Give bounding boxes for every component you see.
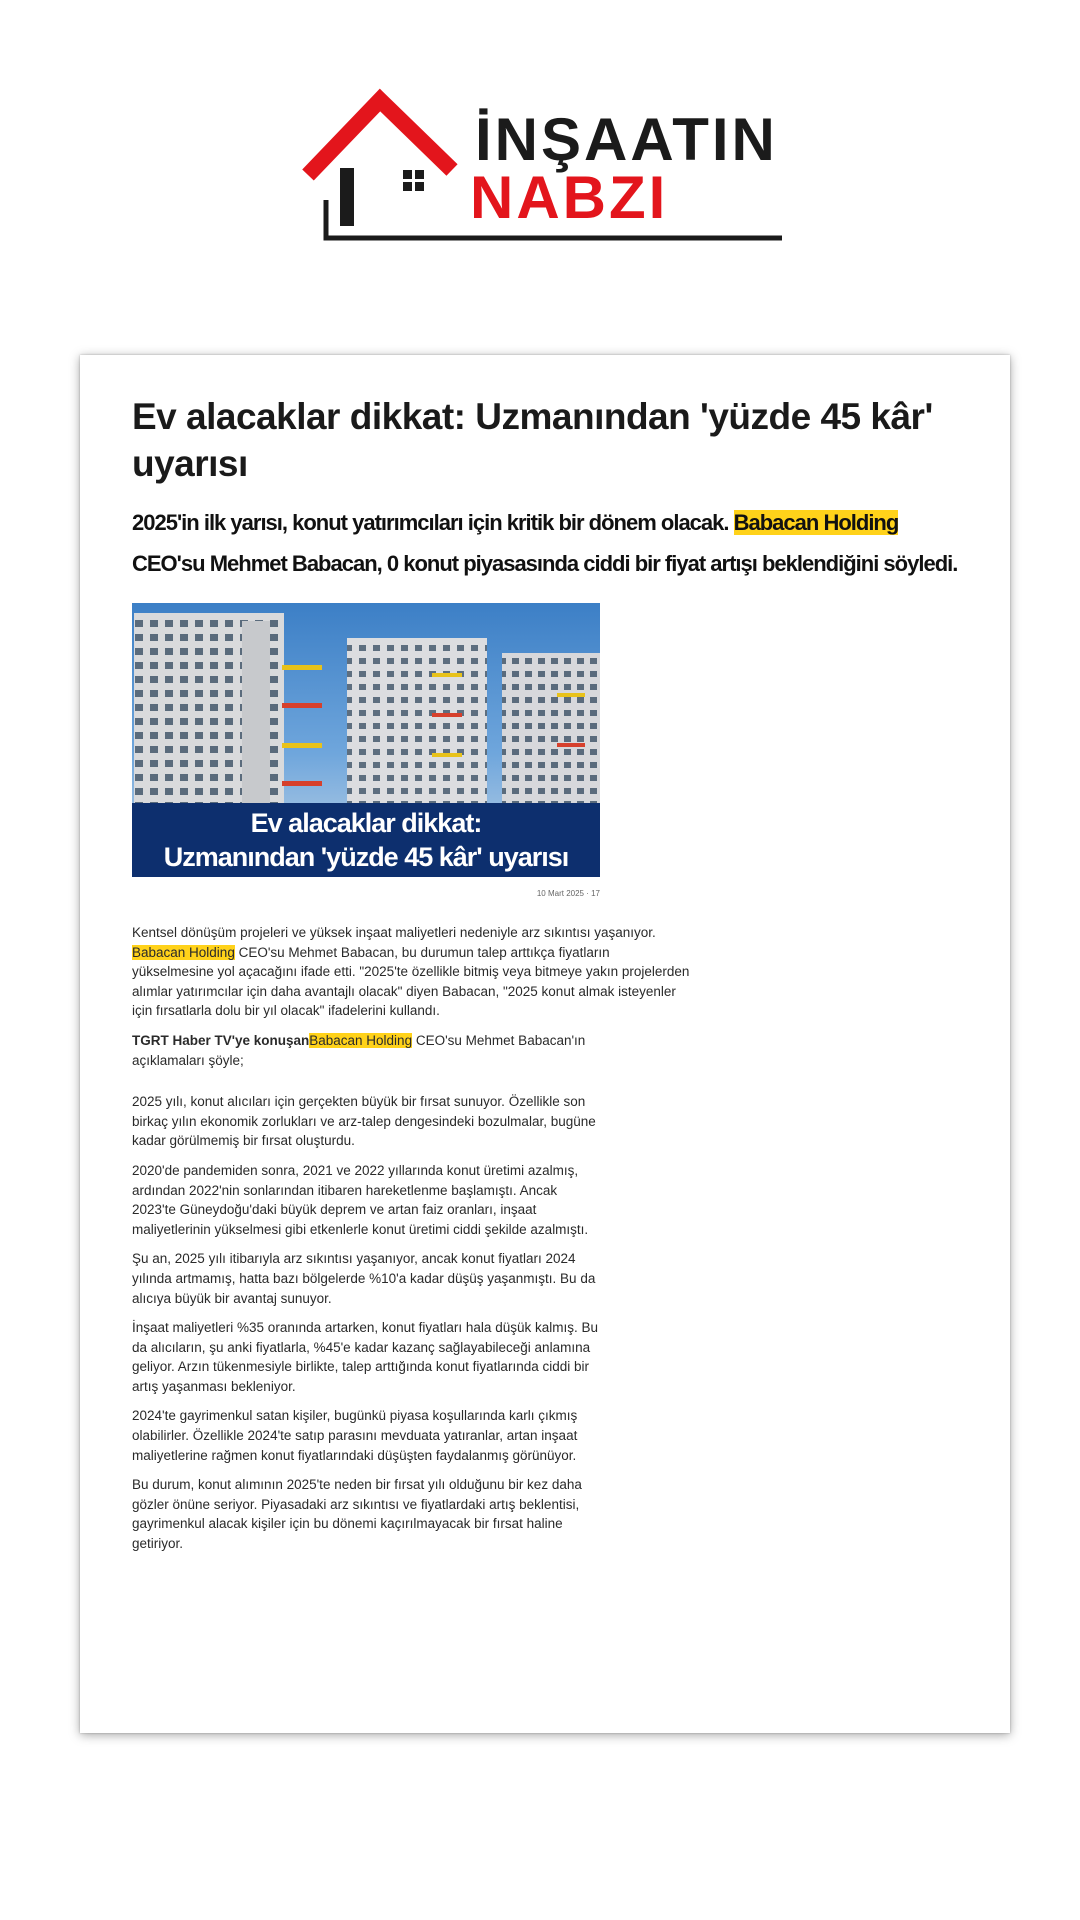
hero-image [132,603,600,877]
hero-caption [132,803,600,877]
logo-text-line2: NABZI [470,164,669,231]
lead-text-end: CEO'su Mehmet Babacan, 0 konut piyasasında ciddi bir fiyat artışı beklendiğini söyledi. [132,551,958,576]
lead-text-start: 2025'in ilk yarısı, konut yatırımcıları için kritik bir dönem olacak. [132,510,734,535]
paragraph-source [132,1031,600,1070]
intro-text-end: CEO'su Mehmet Babacan, bu durumun talep arttıkça fiyatların yükselmesine yol açacağını ifade etti. "2025'te özellikle bitmiş veya bitmeye yakın projelerden alımlar yatırımcılar için daha avantajlı olacak" diyen Babacan, "2025 konut almak isteyenler için fırsatlarla dolu bir yıl olacak" ifadelerini kullandı. [132,944,690,1019]
article-card [80,355,1010,1733]
intro-highlight[interactable]: Babacan Holding [132,944,235,960]
site-logo[interactable] [300,90,800,250]
paragraph-5: 2024'te gayrimenkul satan kişiler, bugünkü piyasa koşullarında karlı çıkmış olabilirler. Özellikle 2024'te satıp parasını mevduata yatıranlar, artan inşaat maliyetlerine rağmen konut fiyatlarındaki düşüşten faydalanmış görünüyor. [132,1408,578,1463]
paragraph-2: 2020'de pandemiden sonra, 2021 ve 2022 yıllarında konut üretimi azalmış, ardından 2022'nin sonlarından itibaren hareketlenme başlamıştı. Ancak 2023'te Güneydoğu'daki büyük deprem ve artan faiz oranları, inşaat maliyetlerinin yükselmesi gibi etkenlerle konut üretimi ciddi şekilde azalmıştı. [132,1162,589,1237]
paragraph-1: 2025 yılı, konut alıcıları için gerçekten büyük bir fırsat sunuyor. Özellikle son birkaç yılın ekonomik zorlukları ve arz-talep dengesindeki bozulmalar, bugüne kadar görülmemiş bir fırsat oluşturdu. [132,1094,596,1149]
paragraph-6: Bu durum, konut alımının 2025'te neden bir fırsat yılı olduğunu bir kez daha gözler önüne seriyor. Piyasadaki arz sıkıntısı ve fiyatlardaki artış beklentisi, gayrimenkul alacak kişiler için bu dönemi kaçırılmayacak bir fırsat haline getiriyor. [132,1477,582,1552]
article-body [132,923,690,1564]
lead-highlight[interactable]: Babacan Holding [733,510,899,535]
article-lead [132,502,972,584]
hero-caption-line1: Ev alacaklar dikkat: [250,808,482,838]
article-title: Ev alacaklar dikkat: Uzmanından 'yüzde 45 kâr' uyarısı [132,396,933,484]
hero-caption-line2: Uzmanından 'yüzde 45 kâr' uyarısı [163,842,569,872]
source-text: CEO'su Mehmet Babacan'ın açıklamaları şöyle; [132,1032,586,1068]
source-bold: TGRT Haber TV'ye konuşan [132,1032,310,1048]
publish-date: 10 Mart 2025 · 17 [536,889,600,898]
logo-text-line1: İNŞAATIN [475,106,778,173]
paragraph-intro [132,923,692,1021]
source-highlight[interactable]: Babacan Holding [309,1032,413,1048]
intro-text-start: Kentsel dönüşüm projeleri ve yüksek inşaat maliyetleri nedeniyle arz sıkıntısı yaşanıyor. [132,925,656,940]
paragraph-3: Şu an, 2025 yılı itibarıyla arz sıkıntısı yaşanıyor, ancak konut fiyatları 2024 yılında artmamış, hatta bazı bölgelerde %10'a kadar düşüş yaşanmıştı. Bu da alıcıya büyük bir avantaj sunuyor. [132,1251,596,1306]
paragraph-4: İnşaat maliyetleri %35 oranında artarken, konut fiyatları hala düşük kalmış. Bu da alıcıların, şu anki fiyatlarla, %45'e kadar kazanç sağlayabileceği anlamına geliyor. Arzın tükenmesiyle birlikte, talep arttığında konut fiyatlarında ciddi bir artış yaşanması bekleniyor. [132,1320,598,1394]
